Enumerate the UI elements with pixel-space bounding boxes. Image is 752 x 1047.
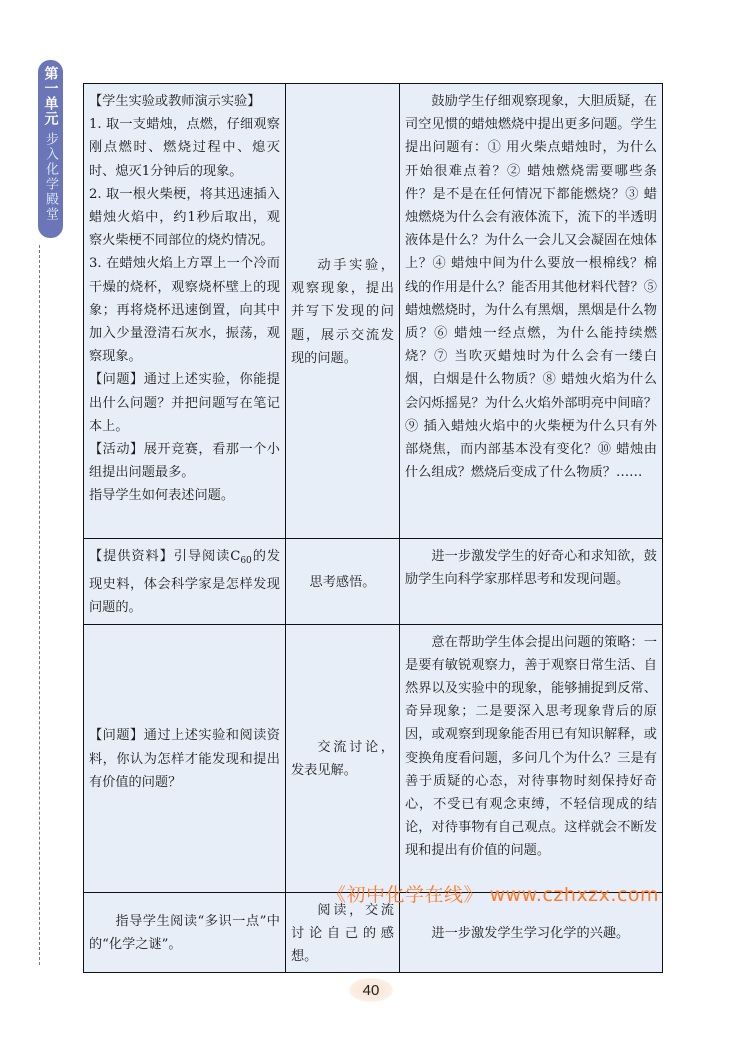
question-prompt: 【问题】通过上述实验，你能提出什么问题？并把问题写在笔记本上。 — [89, 372, 280, 434]
watermark-site-name: 《初中化学在线》 — [327, 884, 484, 906]
teacher-activity-text: 【提供资料】引导阅读$C_{60}$的发现史料，体会科学家是怎样发现问题的。 — [89, 549, 281, 616]
student-activity-cell — [286, 84, 400, 539]
student-activity-text: 阅读，交流讨论自己的感想。 — [291, 902, 394, 965]
design-intent-text: 进一步激发学生的好奇心和求知欲，鼓励学生向科学家那样思考和发现问题。 — [405, 549, 657, 588]
unit-side-tab — [38, 60, 63, 238]
table-row — [84, 84, 663, 539]
chapter-title: 步入化学殿堂 — [43, 132, 58, 222]
guidance-note: 指导学生如何表述问题。 — [89, 488, 235, 504]
subscript-60: 60 — [240, 556, 252, 566]
teacher-activity-cell — [84, 892, 286, 973]
page-number: 40 — [349, 978, 393, 1002]
teacher-activity-cell — [84, 84, 286, 539]
watermark — [327, 880, 659, 907]
experiment-step: 1. 取一支蜡烛，点燃，仔细观察刚点燃时、燃烧过程中、熄灭时、熄灭1分钟后的现象。 — [89, 117, 280, 179]
experiment-step: 2. 取一根火柴梗，将其迅速插入蜡烛火焰中，约1秒后取出，观察火柴梗不同部位的烧灼情况。 — [89, 186, 280, 249]
design-intent-text: 意在帮助学生体会提出问题的策略：一是要有敏锐观察力，善于观察日常生活、自然界以及实验中的现象，能够捕捉到反常、奇异现象；二是要深入思考现象背后的原因，或观察到现象能否用已有知识解释，或变换角度看问题，多问几个为什么？三是有善于质疑的心态，对待事物时刻保持好奇心，不受已有观念束缚，不轻信现成的结论，对待事物有自己观点。这样就会不断发现和提出有价值的问题。 — [405, 634, 657, 859]
teacher-activity-text: 【问题】通过上述实验和阅读资料，你认为怎样才能发现和提出有价值的问题？ — [89, 728, 280, 790]
teacher-activity-text: 指导学生阅读“多识一点”中的“化学之谜”。 — [89, 914, 280, 953]
lesson-plan-table — [83, 83, 663, 973]
student-activity-cell — [286, 624, 400, 892]
experiment-step: 3. 在蜡烛火焰上方罩上一个冷而干燥的烧杯，观察烧杯壁上的现象；再将烧杯迅速倒置，向其中加入少量澄清石灰水，振荡，观察现象。 — [89, 256, 280, 365]
watermark-url: www.czhxzx.com — [489, 884, 660, 906]
student-activity-cell — [286, 539, 400, 625]
teacher-activity-cell — [84, 624, 286, 892]
student-activity-text: 交流讨论，发表见解。 — [291, 739, 394, 779]
margin-dashed-divider — [39, 245, 40, 965]
table-row — [84, 624, 663, 892]
activity-prompt: 【活动】展开竞赛，看那一个小组提出问题最多。 — [89, 442, 280, 481]
design-intent-cell — [400, 624, 663, 892]
design-intent-cell — [400, 84, 663, 539]
unit-label: 第一单元 — [42, 66, 59, 126]
student-activity-text: 思考感悟。 — [309, 574, 376, 590]
teacher-activity-cell — [84, 539, 286, 625]
student-activity-text: 动手实验，观察现象，提出并写下发现的问题，展示交流发现的问题。 — [291, 257, 394, 366]
design-intent-text: 进一步激发学生学习化学的兴趣。 — [431, 925, 630, 941]
section-heading: 【学生实验或教师演示实验】 — [89, 94, 261, 109]
design-intent-cell — [400, 539, 663, 625]
design-intent-text: 鼓励学生仔细观察现象，大胆质疑，在司空见惯的蜡烛燃烧中提出更多问题。学生提出问题有：① 用火柴点蜡烛时，为什么开始很难点着？② 蜡烛燃烧需要哪些条件？是不是在任何情况下都能燃烧？③ 蜡烛燃烧为什么会有液体流下，流下的半透明液体是什么？为什么一会儿又会凝固在烛体上？④ 蜡烛中间为什么要放一根棉线？棉线的作用是什么？能否用其他材料代替？⑤ 蜡烛燃烧时，为什么有黑烟，黑烟是什么物质？⑥ 蜡烛一经点燃，为什么能持续燃烧？⑦ 当吹灭蜡烛时为什么会有一缕白烟，白烟是什么物质？⑧ 蜡烛火焰为什么会闪烁摇晃？为什么火焰外部明亮中间暗？⑨ 插入蜡烛火焰中的火柴梗为什么只有外部烧焦，而内部基本没有变化？⑩ 蜡烛由什么组成？燃烧后变成了什么物质？…… — [405, 94, 657, 481]
table-row — [84, 539, 663, 625]
